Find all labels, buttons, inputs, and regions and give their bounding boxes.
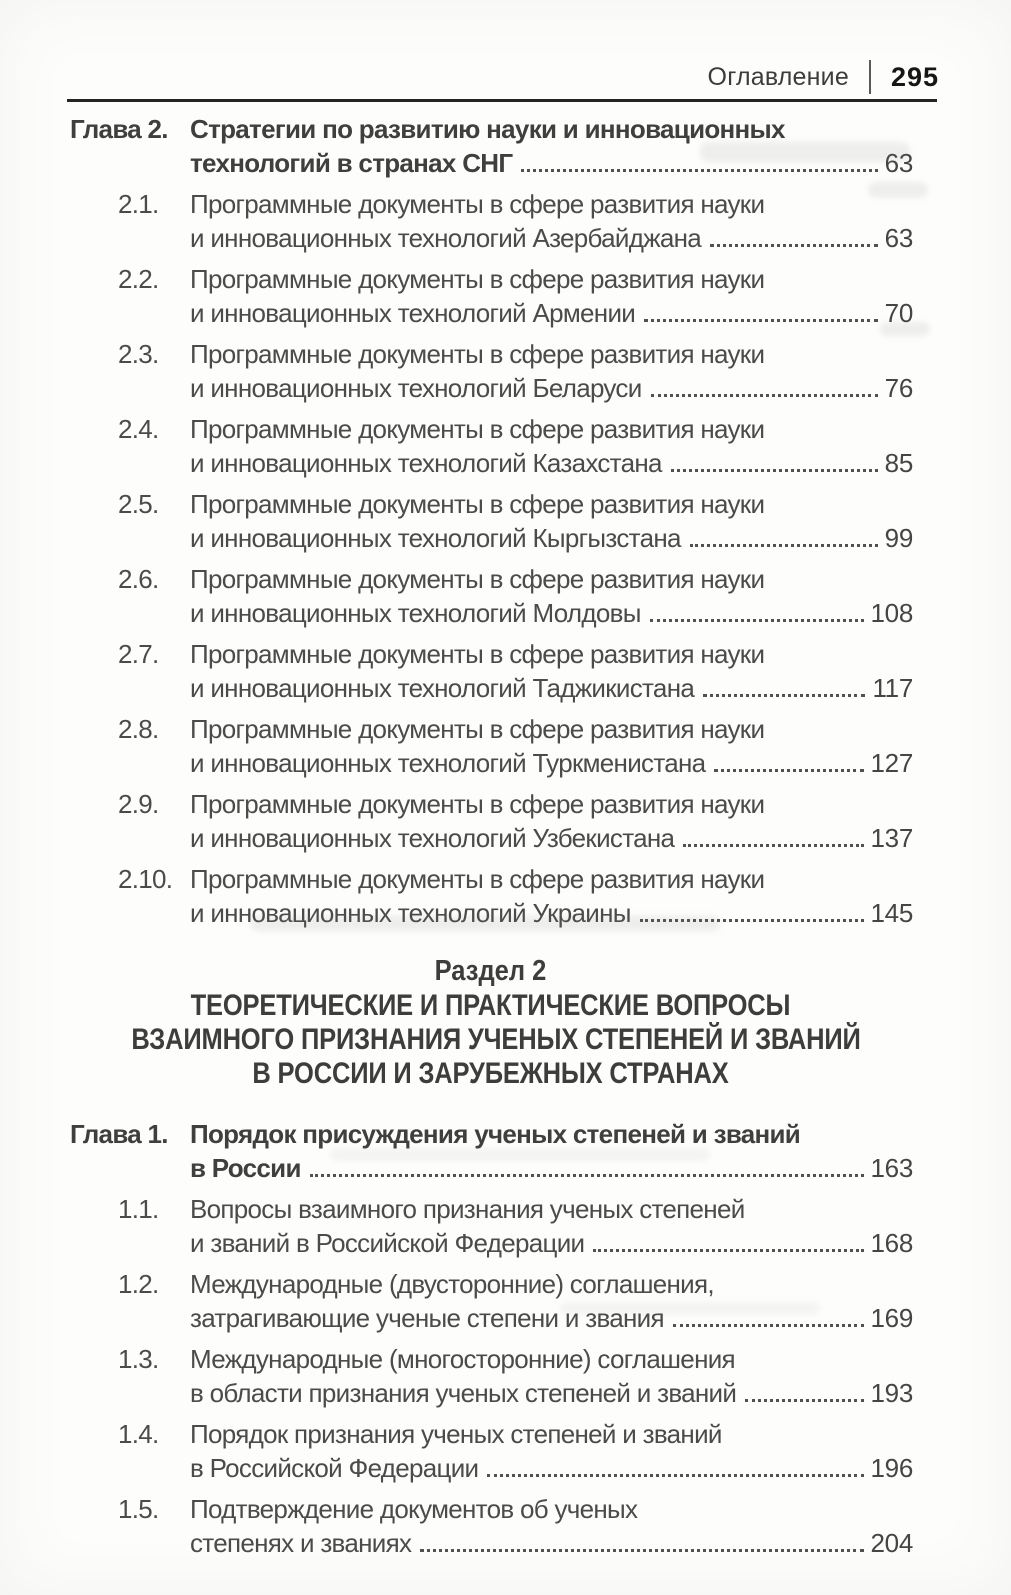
toc-entry-title-line: и инновационных технологий Туркменистана [190, 748, 706, 778]
toc-entry-title-line: Порядок присуждения ученых степеней и званий [190, 1119, 801, 1149]
toc-entry-last-line [190, 896, 913, 930]
toc-page-number: 204 [870, 1528, 913, 1558]
toc-entry-title-line: Программные документы в сфере развития науки [190, 714, 765, 744]
toc-page-number: 168 [870, 1228, 913, 1258]
toc-entry-title-line: в области признания ученых степеней и званий [190, 1378, 737, 1408]
toc-entry-title-line: Вопросы взаимного признания ученых степеней [190, 1194, 745, 1224]
toc-entry-title-line: и инновационных технологий Азербайджана [190, 223, 702, 253]
toc-entry-number: Глава 2. [70, 114, 168, 144]
toc-entry-title-line: и инновационных технологий Молдовы [190, 598, 641, 628]
toc-entry-number: 2.5. [118, 489, 159, 519]
toc-entry [68, 862, 913, 930]
toc-entry [68, 1192, 913, 1260]
toc-entry [68, 1267, 913, 1335]
toc-entry [68, 412, 913, 480]
toc-entry-title-line: в России [190, 1153, 301, 1183]
toc-entry-title-line: Международные (двусторонние) соглашения, [190, 1269, 714, 1299]
section-title-line: ТЕОРЕТИЧЕСКИЕ И ПРАКТИЧЕСКИЕ ВОПРОСЫ [190, 989, 791, 1022]
toc-entry-title-line: степенях и званиях [190, 1528, 412, 1558]
toc-page-number: 193 [870, 1378, 913, 1408]
folio-page-number: 295 [890, 61, 939, 92]
toc-leader-dots [703, 694, 865, 697]
toc-entry-title-line: Порядок признания ученых степеней и званий [190, 1419, 722, 1449]
toc-entry-last-line [190, 146, 913, 180]
toc-entry-number: 2.9. [118, 789, 159, 819]
toc-entry-title-line: и инновационных технологий Узбекистана [190, 823, 675, 853]
toc-leader-dots [521, 169, 877, 172]
toc-entry [68, 487, 913, 555]
toc-entry [68, 1117, 913, 1185]
toc-entry-title-line: и инновационных технологий Украины [190, 898, 631, 928]
toc-entry-title-line: Программные документы в сфере развития науки [190, 489, 765, 519]
header-rule [67, 99, 937, 102]
toc-leader-dots [714, 769, 863, 772]
toc-page-number: 63 [884, 223, 913, 253]
toc-entry-number: 2.1. [118, 189, 159, 219]
toc-entry-title-line: Стратегии по развитию науки и инновационных [190, 114, 785, 144]
toc-entry-number: 2.2. [118, 264, 159, 294]
toc-page-number: 70 [884, 298, 913, 328]
toc-entry-title-line: Программные документы в сфере развития науки [190, 189, 765, 219]
toc-page-number: 117 [872, 673, 913, 703]
toc-page-number: 163 [870, 1153, 913, 1183]
toc-leader-dots [690, 544, 878, 547]
toc-page-number: 127 [870, 748, 913, 778]
toc-entry-number: 2.8. [118, 714, 159, 744]
toc-entry-number: Глава 1. [70, 1119, 168, 1149]
toc-entry-last-line [190, 1151, 913, 1185]
toc-entry-title-line: и инновационных технологий Беларуси [190, 373, 642, 403]
toc-leader-dots [673, 1324, 864, 1327]
toc-entry-last-line [190, 1451, 913, 1485]
toc-entry-title-line: и званий в Российской Федерации [190, 1228, 585, 1258]
toc-page-number: 196 [870, 1453, 913, 1483]
toc-entry-last-line [190, 371, 913, 405]
toc-entry-number: 2.6. [118, 564, 159, 594]
toc-entry-number: 1.2. [118, 1269, 159, 1299]
toc-entry-last-line [190, 821, 913, 855]
toc-entry-last-line [190, 296, 913, 330]
toc-entry-title-line: Подтверждение документов об ученых [190, 1494, 638, 1524]
toc-entry-title-line: и инновационных технологий Армении [190, 298, 636, 328]
toc-entry-last-line [190, 596, 913, 630]
toc-entry-title-line: Программные документы в сфере развития науки [190, 789, 765, 819]
toc-entry-last-line [190, 746, 913, 780]
toc-page-number: 85 [884, 448, 913, 478]
toc-page-number: 76 [884, 373, 913, 403]
toc-entry-title-line: и инновационных технологий Казахстана [190, 448, 662, 478]
toc-entry-number: 1.1. [118, 1194, 159, 1224]
toc-entry-title-line: Программные документы в сфере развития науки [190, 864, 765, 894]
page-header [708, 60, 939, 94]
toc-entry-title-line: Программные документы в сфере развития науки [190, 264, 765, 294]
toc-entry-last-line [190, 1301, 913, 1335]
toc-page-number: 108 [870, 598, 913, 628]
toc-entry-number: 1.3. [118, 1344, 159, 1374]
toc-leader-dots [310, 1174, 864, 1177]
toc-leader-dots [745, 1399, 863, 1402]
toc-entry-number: 1.5. [118, 1494, 159, 1524]
toc-entry-title-line: затрагивающие ученые степени и звания [190, 1303, 664, 1333]
toc-entry [68, 262, 913, 330]
toc-entry-title-line: и инновационных технологий Кыргызстана [190, 523, 681, 553]
toc-entry-last-line [190, 1376, 913, 1410]
toc-entry-number: 2.7. [118, 639, 159, 669]
toc-entry-title-line: в Российской Федерации [190, 1453, 479, 1483]
section-title-line: В РОССИИ И ЗАРУБЕЖНЫХ СТРАНАХ [252, 1057, 729, 1090]
toc-entry-title-line: Программные документы в сфере развития науки [190, 339, 765, 369]
toc-entry-number: 2.4. [118, 414, 159, 444]
toc-entry-last-line [190, 221, 913, 255]
toc-leader-dots [651, 394, 878, 397]
toc-leader-dots [487, 1474, 863, 1477]
toc-leader-dots [683, 844, 863, 847]
toc-leader-dots [650, 619, 864, 622]
toc-entry-last-line [190, 1226, 913, 1260]
toc-entry-title-line: и инновационных технологий Таджикистана [190, 673, 695, 703]
toc-entry [68, 1342, 913, 1410]
toc-page-number: 63 [884, 148, 913, 178]
toc-entry-number: 1.4. [118, 1419, 159, 1449]
toc-entry-number: 2.3. [118, 339, 159, 369]
toc-entry-title-line: Программные документы в сфере развития науки [190, 414, 765, 444]
toc-leader-dots [420, 1549, 863, 1552]
toc-leader-dots [644, 319, 878, 322]
section-kicker: Раздел 2 [434, 955, 547, 987]
toc-entry-last-line [190, 671, 913, 705]
toc-leader-dots [710, 244, 878, 247]
toc-entry [68, 112, 913, 180]
toc-entry-last-line [190, 446, 913, 480]
running-head: Оглавление [707, 62, 849, 91]
toc-entry [68, 787, 913, 855]
toc-entry [68, 1417, 913, 1485]
toc-entry-title-line: Международные (многосторонние) соглашения [190, 1344, 735, 1374]
toc-entry [68, 562, 913, 630]
toc-entry-number: 2.10. [118, 864, 173, 894]
toc-entry [68, 637, 913, 705]
toc-page-number: 137 [870, 823, 913, 853]
toc-entry-title-line: Программные документы в сфере развития науки [190, 564, 765, 594]
toc-page-number: 99 [884, 523, 913, 553]
toc-leader-dots [671, 469, 878, 472]
toc-leader-dots [640, 919, 864, 922]
toc-entry-last-line [190, 521, 913, 555]
toc-entry-last-line [190, 1526, 913, 1560]
toc-entry-title-line: технологий в странах СНГ [190, 148, 513, 178]
toc-page-number: 169 [870, 1303, 913, 1333]
toc-entry [68, 712, 913, 780]
toc-entry [68, 337, 913, 405]
section-title-line: ВЗАИМНОГО ПРИЗНАНИЯ УЧЕНЫХ СТЕПЕНЕЙ И ЗВАНИЙ [131, 1023, 861, 1056]
header-divider [869, 60, 871, 94]
toc-page-number: 145 [870, 898, 913, 928]
toc-entry-title-line: Программные документы в сфере развития науки [190, 639, 765, 669]
table-of-contents [68, 112, 913, 1567]
toc-leader-dots [593, 1249, 863, 1252]
section-header [68, 954, 913, 1091]
toc-entry [68, 1492, 913, 1560]
toc-entry [68, 187, 913, 255]
